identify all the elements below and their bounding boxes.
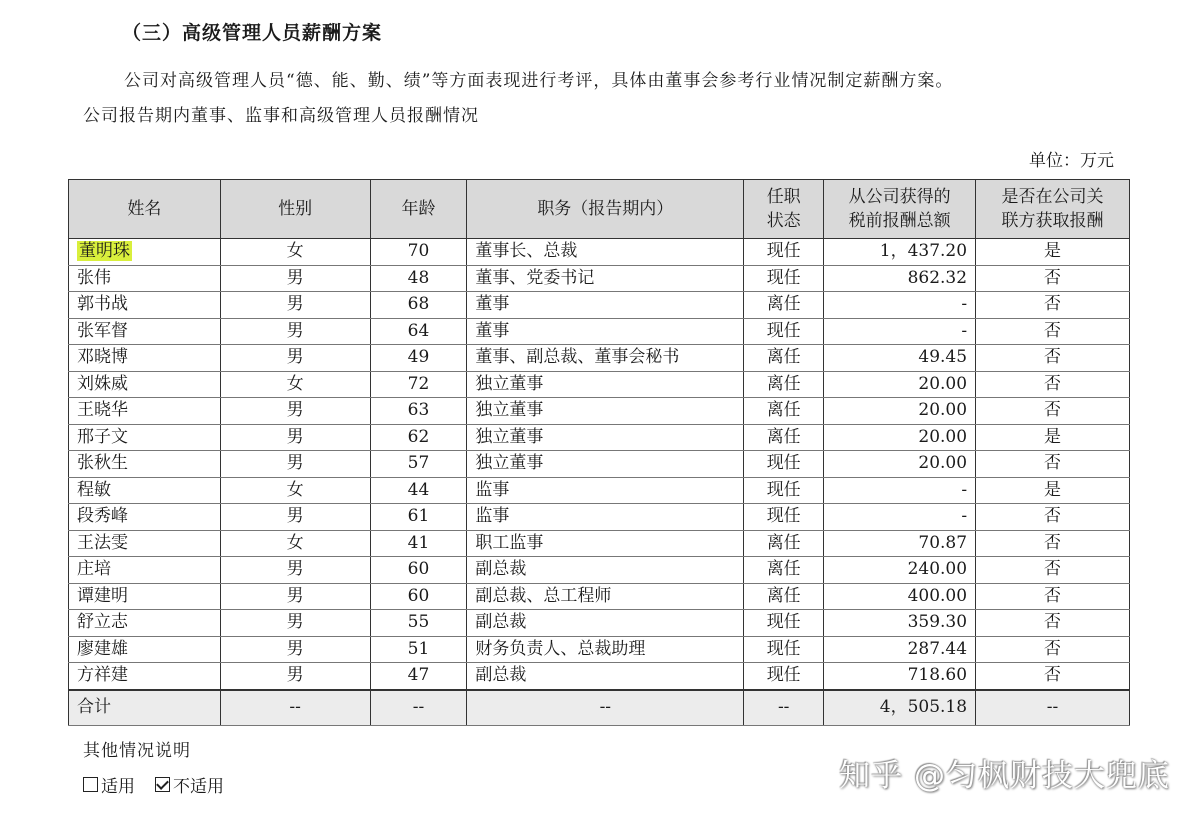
cell-gender: 男: [220, 663, 370, 690]
cell-related: 否: [976, 530, 1130, 557]
header-related-line2: 联方获取报酬: [1001, 211, 1104, 231]
header-related: [976, 180, 1130, 239]
cell-gender: 男: [220, 292, 370, 319]
cell-position: 职工监事: [467, 530, 744, 557]
cell-related: 否: [976, 583, 1130, 610]
cell-name: 张秋生: [69, 451, 221, 478]
cell-gender: 男: [220, 451, 370, 478]
cell-related: 否: [976, 610, 1130, 637]
total-gender: --: [220, 690, 370, 726]
table-row: [69, 239, 1130, 266]
cell-age: 72: [370, 371, 467, 398]
option-not-applicable[interactable]: [155, 772, 224, 797]
cell-age: 60: [370, 557, 467, 584]
header-pay: [824, 180, 976, 239]
cell-pay: 240.00: [824, 557, 976, 584]
cell-status: 离任: [744, 583, 824, 610]
table-row: [69, 265, 1130, 292]
cell-pay: 20.00: [824, 451, 976, 478]
header-status: [744, 180, 824, 239]
cell-name: [69, 239, 221, 266]
unit-label: 单位：万元: [1029, 151, 1114, 171]
header-name: 姓名: [69, 180, 221, 239]
cell-position: 副总裁: [467, 610, 744, 637]
cell-name: 王法雯: [69, 530, 221, 557]
table-row: [69, 398, 1130, 425]
total-status: --: [744, 690, 824, 726]
cell-gender: 男: [220, 610, 370, 637]
cell-age: 44: [370, 477, 467, 504]
table-row: [69, 530, 1130, 557]
cell-status: 现任: [744, 451, 824, 478]
unchecked-box-icon[interactable]: [83, 777, 98, 792]
cell-name: 庄培: [69, 557, 221, 584]
cell-related: 否: [976, 398, 1130, 425]
total-age: --: [370, 690, 467, 726]
cell-pay: 1，437.20: [824, 239, 976, 266]
cell-gender: 男: [220, 557, 370, 584]
cell-name: 郭书战: [69, 292, 221, 319]
compensation-table: [68, 179, 1130, 726]
cell-status: 离任: [744, 345, 824, 372]
cell-gender: 男: [220, 318, 370, 345]
cell-pay: -: [824, 318, 976, 345]
table-row: [69, 345, 1130, 372]
cell-age: 47: [370, 663, 467, 690]
cell-age: 68: [370, 292, 467, 319]
cell-position: 财务负责人、总裁助理: [467, 636, 744, 663]
cell-name: 方祥建: [69, 663, 221, 690]
cell-status: 现任: [744, 610, 824, 637]
cell-name: 张伟: [69, 265, 221, 292]
cell-pay: 287.44: [824, 636, 976, 663]
table-row: [69, 451, 1130, 478]
cell-related: 否: [976, 451, 1130, 478]
cell-status: 离任: [744, 371, 824, 398]
cell-name: 谭建明: [69, 583, 221, 610]
cell-pay: -: [824, 504, 976, 531]
cell-related: 是: [976, 477, 1130, 504]
cell-pay: 862.32: [824, 265, 976, 292]
cell-related: 是: [976, 424, 1130, 451]
cell-pay: 49.45: [824, 345, 976, 372]
cell-gender: 男: [220, 345, 370, 372]
table-row: [69, 610, 1130, 637]
cell-name: 张军督: [69, 318, 221, 345]
cell-related: 否: [976, 663, 1130, 690]
cell-position: 董事: [467, 292, 744, 319]
cell-age: 41: [370, 530, 467, 557]
other-notes-heading: 其他情况说明: [83, 741, 191, 761]
cell-gender: 女: [220, 371, 370, 398]
cell-position: 副总裁、总工程师: [467, 583, 744, 610]
cell-gender: 男: [220, 424, 370, 451]
cell-position: 独立董事: [467, 398, 744, 425]
cell-age: 60: [370, 583, 467, 610]
table-row: [69, 477, 1130, 504]
cell-age: 49: [370, 345, 467, 372]
cell-related: 否: [976, 371, 1130, 398]
cell-status: 离任: [744, 398, 824, 425]
evaluation-paragraph: 公司对高级管理人员“德、能、勤、绩”等方面表现进行考评，具体由董事会参考行业情况制定薪酬方案。: [124, 71, 954, 91]
cell-related: 否: [976, 292, 1130, 319]
header-position: 职务（报告期内）: [467, 180, 744, 239]
cell-gender: 男: [220, 583, 370, 610]
cell-name: 舒立志: [69, 610, 221, 637]
checked-box-icon[interactable]: [155, 777, 170, 792]
cell-age: 57: [370, 451, 467, 478]
cell-pay: 718.60: [824, 663, 976, 690]
cell-gender: 女: [220, 530, 370, 557]
cell-pay: 400.00: [824, 583, 976, 610]
section-title: （三）高级管理人员薪酬方案: [122, 22, 383, 44]
cell-name: 程敏: [69, 477, 221, 504]
highlighted-name: 董明珠: [79, 241, 130, 262]
cell-pay: 20.00: [824, 398, 976, 425]
cell-age: 51: [370, 636, 467, 663]
cell-status: 现任: [744, 265, 824, 292]
table-row: [69, 318, 1130, 345]
header-status-line2: 状态: [766, 211, 801, 231]
cell-related: 是: [976, 239, 1130, 266]
cell-related: 否: [976, 345, 1130, 372]
total-pay: 4，505.18: [824, 690, 976, 726]
header-gender: 性别: [220, 180, 370, 239]
header-age: 年龄: [370, 180, 467, 239]
cell-status: 现任: [744, 239, 824, 266]
table-row: [69, 557, 1130, 584]
watermark: 知乎 @匀枫财技大兜底: [839, 758, 1170, 794]
cell-name: 廖建雄: [69, 636, 221, 663]
cell-related: 否: [976, 636, 1130, 663]
cell-status: 现任: [744, 477, 824, 504]
cell-position: 独立董事: [467, 451, 744, 478]
cell-position: 监事: [467, 504, 744, 531]
cell-position: 独立董事: [467, 424, 744, 451]
header-pay-line1: 从公司获得的: [848, 187, 951, 207]
cell-position: 独立董事: [467, 371, 744, 398]
table-row: [69, 504, 1130, 531]
total-related: --: [976, 690, 1130, 726]
cell-status: 离任: [744, 557, 824, 584]
cell-status: 离任: [744, 292, 824, 319]
cell-pay: 70.87: [824, 530, 976, 557]
cell-status: 现任: [744, 663, 824, 690]
cell-position: 董事、党委书记: [467, 265, 744, 292]
cell-position: 董事、副总裁、董事会秘书: [467, 345, 744, 372]
table-row: [69, 583, 1130, 610]
cell-gender: 女: [220, 477, 370, 504]
cell-name: 段秀峰: [69, 504, 221, 531]
cell-age: 62: [370, 424, 467, 451]
cell-gender: 男: [220, 504, 370, 531]
cell-status: 现任: [744, 318, 824, 345]
table-row: [69, 292, 1130, 319]
cell-position: 副总裁: [467, 557, 744, 584]
cell-age: 63: [370, 398, 467, 425]
cell-position: 监事: [467, 477, 744, 504]
cell-pay: -: [824, 477, 976, 504]
header-related-line1: 是否在公司关: [1001, 187, 1104, 207]
header-pay-line2: 税前报酬总额: [848, 211, 951, 231]
cell-related: 否: [976, 557, 1130, 584]
option-applicable[interactable]: [83, 772, 135, 797]
cell-pay: 20.00: [824, 371, 976, 398]
cell-pay: 359.30: [824, 610, 976, 637]
cell-pay: 20.00: [824, 424, 976, 451]
cell-position: 董事: [467, 318, 744, 345]
cell-status: 现任: [744, 636, 824, 663]
cell-position: 董事长、总裁: [467, 239, 744, 266]
table-row: [69, 371, 1130, 398]
option-applicable-label: 适用: [101, 777, 135, 797]
cell-gender: 男: [220, 265, 370, 292]
cell-name: 邓晓博: [69, 345, 221, 372]
table-row: [69, 636, 1130, 663]
cell-gender: 女: [220, 239, 370, 266]
cell-name: 王晓华: [69, 398, 221, 425]
table-row: [69, 663, 1130, 690]
cell-age: 48: [370, 265, 467, 292]
cell-gender: 男: [220, 398, 370, 425]
header-status-line1: 任职: [766, 187, 801, 207]
table-header-row: [69, 180, 1130, 239]
cell-name: 刘姝威: [69, 371, 221, 398]
cell-name: 邢子文: [69, 424, 221, 451]
cell-position: 副总裁: [467, 663, 744, 690]
applicability-options: [83, 772, 238, 797]
cell-related: 否: [976, 504, 1130, 531]
cell-pay: -: [824, 292, 976, 319]
cell-age: 70: [370, 239, 467, 266]
compensation-paragraph: 公司报告期内董事、监事和高级管理人员报酬情况: [83, 106, 479, 126]
cell-status: 离任: [744, 530, 824, 557]
total-label: 合计: [69, 690, 221, 726]
option-not-applicable-label: 不适用: [173, 777, 224, 797]
cell-gender: 男: [220, 636, 370, 663]
total-row: [69, 690, 1130, 726]
cell-status: 离任: [744, 424, 824, 451]
cell-related: 否: [976, 265, 1130, 292]
cell-age: 61: [370, 504, 467, 531]
cell-status: 现任: [744, 504, 824, 531]
table-row: [69, 424, 1130, 451]
cell-related: 否: [976, 318, 1130, 345]
total-position: --: [467, 690, 744, 726]
cell-age: 55: [370, 610, 467, 637]
cell-age: 64: [370, 318, 467, 345]
